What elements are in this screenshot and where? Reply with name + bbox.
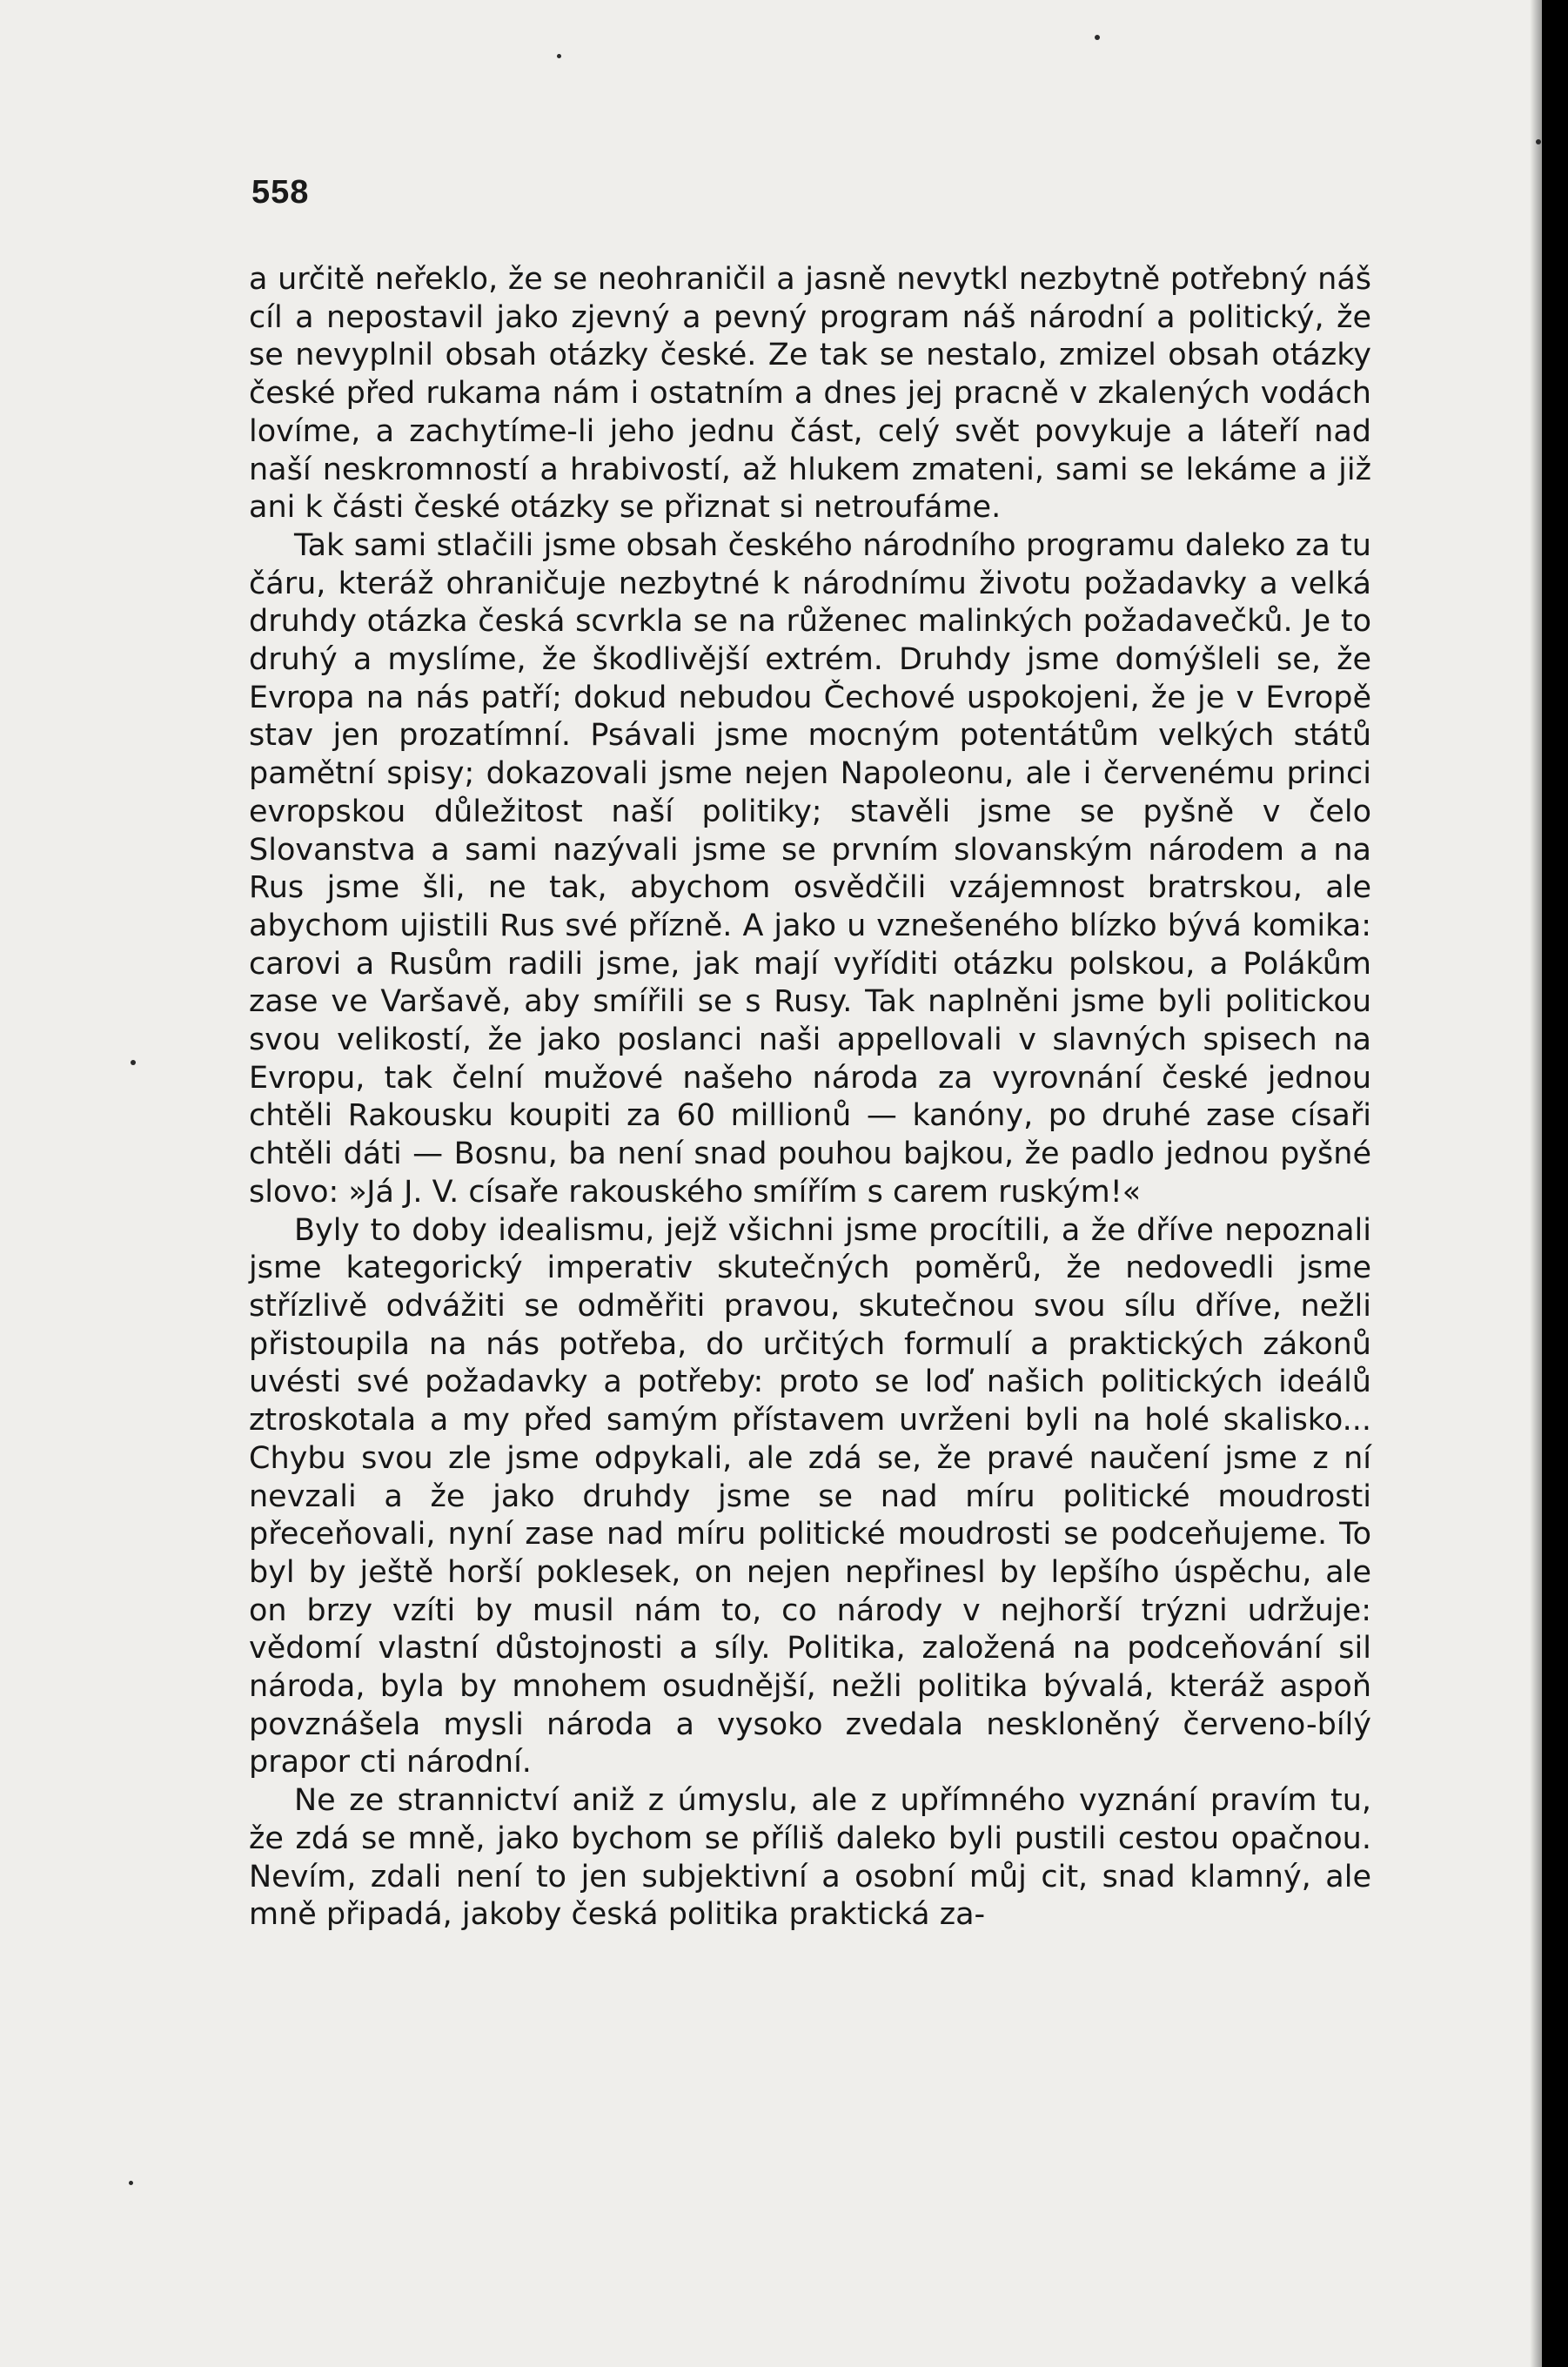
- scan-speck: [1095, 35, 1100, 40]
- paragraph: Tak sami stlačili jsme obsah českého národního programu daleko za tu čáru, kteráž ohraničuje nezbytné k národnímu životu požadavky a velká druhdy otázka česká scvrkla se na růženec malinkých požadavečků. Je to druhý a myslíme, že škodlivější extrém. Druhdy jsme domýšleli se, že Evropa na nás patří; dokud nebudou Čechové uspokojeni, že je v Evropě stav jen prozatímní. Psávali jsme mocným potentátům velkých států pamětní spisy; dokazovali jsme nejen Napoleonu, ale i červenému princi evropskou důležitost naší politiky; stavěli jsme se pyšně v čelo Slovanstva a sami nazývali jsme se prvním slovanským národem a na Rus jsme šli, ne tak, abychom osvědčili vzájemnost bratrskou, ale abychom ujistili Rus své přízně. A jako u vznešeného blízko bývá komika: carovi a Rusům radili jsme, jak mají vyříditi otázku polskou, a Polákům zase ve Varšavě, aby smířili se s Rusy. Tak naplněni jsme byli politickou svou velikostí, že jako poslanci naši appellovali v slavných spisech na Evropu, tak čelní mužové našeho národa za vyrovnání české jednou chtěli Rakousku koupiti za 60 millionů — kanóny, po druhé zase císaři chtěli dáti — Bosnu, ba není snad pouhou bajkou, že padlo jednou pyšné slovo: »Já J. V. císaře rakouského smířím s carem ruským!«: [249, 527, 1371, 1210]
- page-number: 558: [251, 174, 310, 211]
- scan-speck: [129, 2181, 133, 2185]
- paragraph: Byly to doby idealismu, jejž všichni jsme procítili, a že dříve nepoznali jsme kategorický imperativ skutečných poměrů, že nedovedli jsme střízlivě odvážiti se odměřiti pravou, skutečnou svou sílu dříve, nežli přistoupila na nás potřeba, do určitých formulí a praktických zákonů uvésti své požadavky a potřeby: proto se loď našich politických ideálů ztroskotala a my před samým přístavem uvrženi byli na holé skalisko... Chybu svou zle jsme odpykali, ale zdá se, že pravé naučení jsme z ní nevzali a že jako druhdy jsme se nad míru politické moudrosti přeceňovali, nyní zase nad míru politické moudrosti se podceňujeme. To byl by ještě horší poklesek, on nejen nepřinesl by lepšího úspěchu, ale on brzy vzíti by musil nám to, co národy v nejhorší trýzni udržuje: vědomí vlastní důstojnosti a síly. Politika, založená na podceňování sil národa, byla by mnohem osudnější, nežli politika bývalá, kteráž aspoň povznášela mysli národa a vysoko zvedala neskloněný červeno-bílý prapor cti národní.: [249, 1212, 1371, 1780]
- scan-speck: [557, 54, 561, 58]
- scan-edge-shadow: [1530, 0, 1542, 2367]
- scan-speck: [1536, 139, 1541, 144]
- paragraph: a určitě neřeklo, že se neohraničil a jasně nevytkl nezbytně potřebný náš cíl a nepostavil jako zjevný a pevný program náš národní a politický, že se nevyplnil obsah otázky české. Ze tak se nestalo, zmizel obsah otázky české před rukama nám i ostatním a dnes jej pracně v zkalených vodách lovíme, a zachytíme-li jeho jednu část, celý svět povykuje a láteří nad naší neskromností a hrabivostí, až hlukem zmateni, sami se lekáme a již ani k části české otázky se přiznat si netroufáme.: [249, 262, 1371, 526]
- scan-speck: [131, 1060, 136, 1065]
- scan-edge: [1542, 0, 1568, 2367]
- paragraph: Ne ze strannictví aniž z úmyslu, ale z upřímného vyznání pravím tu, že zdá se mně, jako bychom se příliš daleko byli pustili cestou opačnou. Nevím, zdali není to jen subjektivní a osobní můj cit, snad klamný, ale mně připadá, jakoby česká politika praktická za-: [249, 1783, 1371, 1933]
- body-text: [249, 261, 1371, 1935]
